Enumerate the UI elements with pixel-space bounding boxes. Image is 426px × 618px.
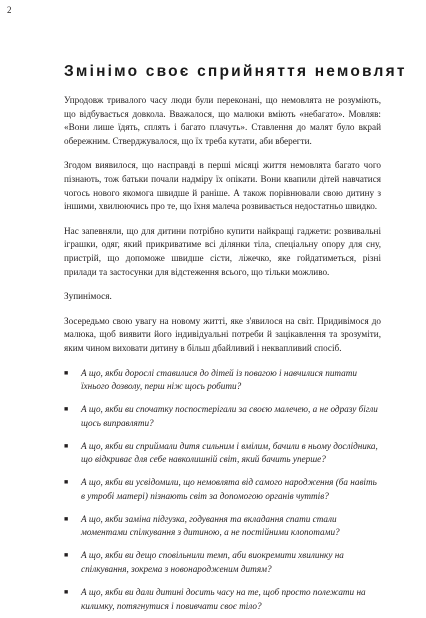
question-list [64, 367, 381, 614]
question-text: А що, якби ви дещо сповільнили темп, аби виокремити хвилинку на спілкування, зокрема з новонародженим дитям? [81, 550, 344, 574]
list-item [64, 549, 381, 576]
list-item [64, 403, 381, 430]
list-item [64, 367, 381, 394]
list-item [64, 513, 381, 540]
question-text: А що, якби дорослі ставилися до дітей із повагою і навчилися питати їхнього дозволу, перш ніж щось робити? [81, 367, 358, 392]
list-item [64, 476, 381, 503]
square-bullet-icon: ■ [64, 368, 69, 377]
square-bullet-icon: ■ [64, 551, 69, 560]
square-bullet-icon: ■ [64, 587, 69, 596]
paragraph: Згодом виявилося, що насправді в перші місяці життя немовлята багато чого пізнають, тож батьки почали надміру їх опікати. Вони квапили дітей навчатися чогось нового якомога швидше й раніше. А також порівнювали свою дитину з іншими, хвилюючись про те, що їхня малеча розвивається недостатньо швидко. [64, 160, 381, 212]
paragraph: Зупинімося. [64, 291, 112, 302]
question-text: А що, якби ви сприймали дитя сильним і вмілим, бачили в ньому дослідника, що відкриває для себе навколишній світ, який бачить уперше? [81, 440, 378, 465]
list-item [64, 586, 381, 613]
question-text: А що, якби ви спочатку поспостерігали за своєю малечею, а не одразу бігли щось виправляти? [81, 404, 378, 428]
chapter-title: Змінімо своє сприйняття немовлят [64, 63, 407, 80]
question-text: А що, якби ви дали дитині досить часу на те, щоб просто полежати на килимку, потягнутися і повивчати своє тіло? [81, 586, 366, 611]
question-text: А що, якби ви усвідомили, що немовлята від самого народження (ба навіть в утробі матері) пізнають світ за допомогою органів чуттів? [81, 477, 377, 501]
paragraph: Упродовж тривалого часу люди були переконані, що немовлята не розуміють, що відбувається довкола. Вважалося, що малюки вміють «небагато». Мовляв: «Вони лише їдять, сплять і багато плачуть». Ставлення до малят було вкрай обережним. Стверджувалося, що їх треба кутати, аби вберегти. [64, 95, 381, 146]
square-bullet-icon: ■ [64, 405, 69, 414]
page-number: 2 [7, 5, 12, 15]
question-text: А що, якби заміна підгузка, годування та вкладання спати стали моментами спілкування з дитиною, а не постійними клопотами? [81, 513, 340, 538]
paragraph: Нас запевняли, що для дитини потрібно купити найкращі гаджети: розвивальні іграшки, одяг, який прикриватиме всі ділянки тіла, спеціальну опору для сну, пристрій, що допоможе швидше сісти, ліжечко, яке гойдатиметься, різні прилади та застосунки для відстеження всього, що тільки можливо. [64, 225, 381, 277]
body-text [64, 94, 381, 613]
square-bullet-icon: ■ [64, 514, 69, 523]
square-bullet-icon: ■ [64, 478, 69, 487]
paragraph: Зосередьмо свою увагу на новому житті, яке з'явилося на світ. Придивімося до малюка, щоб виявити його індивідуальні потреби й зацікавлення та зрозуміти, яким чином виховати дитину в більш дбайливий і неквапливий спосіб. [64, 315, 381, 353]
square-bullet-icon: ■ [64, 441, 69, 450]
list-item [64, 440, 381, 467]
